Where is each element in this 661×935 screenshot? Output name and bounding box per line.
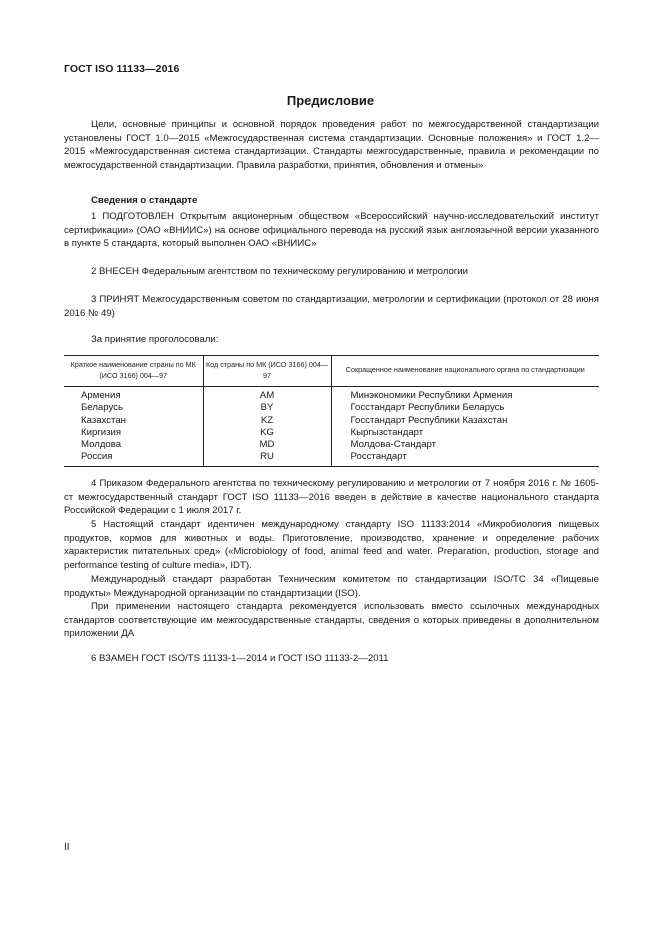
- country-cell: Беларусь: [81, 402, 123, 414]
- intro-paragraph: Цели, основные принципы и основной порядок проведения работ по межгосударственной стандартизации установлены ГОСТ 1.0—2015 «Межгосударственная система стандартизации. Основные положения» и ГОСТ 1.2—2015 «Межгосударственная система стандартизации. Стандарты межгосударственные, правила и рекомендации по межгосударственной стандартизации. Правила разработки, принятия, обновления и отмены»: [64, 119, 599, 171]
- item-6-replaces: 6 ВЗАМЕН ГОСТ ISO/TS 11133-1—2014 и ГОСТ ISO 11133-2—2011: [91, 653, 389, 664]
- body-cell: Минэкономики Республики Армения: [331, 387, 599, 403]
- code-cell: RU: [203, 451, 331, 466]
- table-row: [64, 427, 599, 439]
- country-cell: Казахстан: [81, 414, 126, 426]
- body-cell: Кыргызстандарт: [331, 427, 599, 439]
- item-5-references: При применении настоящего стандарта рекомендуется использовать вместо ссылочных международных стандартов соответствующие им межгосударственные стандарты, сведения о которых приведены в дополнительном приложении ДА: [64, 601, 599, 640]
- table-row: [64, 451, 599, 466]
- item-5-committee: Международный стандарт разработан Техническим комитетом по стандартизации ISO/TC 34 «Пищевые продукты» Международной организации по стандартизации (ISO).: [64, 574, 599, 599]
- body-cell: Госстандарт Республики Беларусь: [331, 402, 599, 414]
- item-5-identical: 5 Настоящий стандарт идентичен международному стандарту ISO 11133:2014 «Микробиология пищевых продуктов, кормов для животных и воды. Приготовление, производство, хранение и определение рабочих характеристик питательных сред» («Microbiology of food, animal feed and water. Preparation, production, storage and performance testing of culture media», IDT).: [64, 519, 599, 571]
- body-cell: Госстандарт Республики Казахстан: [331, 415, 599, 427]
- table-row: [64, 439, 599, 451]
- item-4-order: 4 Приказом Федерального агентства по техническому регулированию и метрологии от 7 ноября 2016 г. № 1605-ст межгосударственный стандарт ГОСТ ISO 11133—2016 введен в действие в качестве национального стандарта Российской Федерации с 1 июля 2017 г.: [64, 478, 599, 517]
- item-2-submitted: 2 ВНЕСЕН Федеральным агентством по техническому регулированию и метрологии: [91, 266, 469, 277]
- body-cell: Росстандарт: [331, 451, 599, 466]
- country-cell: Молдова: [81, 439, 122, 451]
- table-header-row: [64, 356, 599, 387]
- table-header-body: Сокращенное наименование национального органа по стандартизации: [331, 356, 599, 387]
- page-number: II: [64, 842, 70, 853]
- country-cell: Россия: [64, 451, 203, 466]
- table-header-country: Краткое наименование страны по МК (ИСО 3166) 004—97: [64, 356, 203, 387]
- section-heading: Сведения о стандарте: [91, 195, 198, 206]
- body-cell: Молдова-Стандарт: [331, 439, 599, 451]
- table-row: [64, 415, 599, 427]
- code-cell: KZ: [203, 415, 331, 427]
- page-title: Предисловие: [286, 93, 375, 108]
- code-cell: AM: [203, 387, 331, 403]
- item-3-adopted: 3 ПРИНЯТ Межгосударственным советом по стандартизации, метрологии и сертификации (протокол от 28 июня 2016 № 49): [64, 294, 599, 319]
- code-cell: BY: [203, 402, 331, 414]
- country-cell: Киргизия: [81, 426, 122, 438]
- code-cell: MD: [203, 439, 331, 451]
- country-cell: Армения: [81, 390, 121, 401]
- table-row: [64, 387, 599, 403]
- code-cell: KG: [203, 427, 331, 439]
- item-1-prepared: 1 ПОДГОТОВЛЕН Открытым акционерным обществом «Всероссийский научно-исследовательский институт сертификации» (ОАО «ВНИИС») на основе официального перевода на русский язык англоязычной версии указанного в пункте 5 стандарта, который выполнен ОАО «ВНИИС»: [64, 211, 599, 250]
- table-row: [64, 402, 599, 414]
- document-id-header: ГОСТ ISO 11133—2016: [64, 63, 180, 75]
- table-header-code: Код страны по МК (ИСО 3166) 004—97: [203, 356, 331, 387]
- voting-table: [64, 355, 599, 467]
- vote-intro: За принятие проголосовали:: [91, 334, 219, 345]
